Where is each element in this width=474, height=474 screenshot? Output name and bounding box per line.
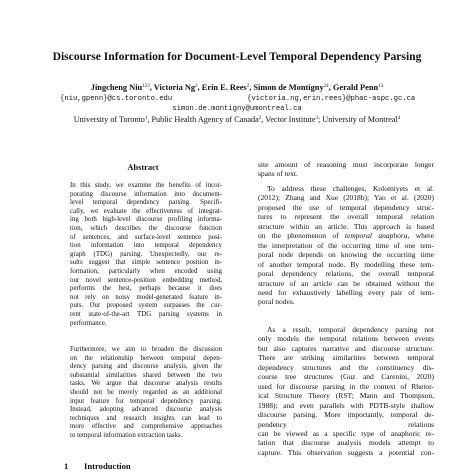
abstract-line: graph (TDG) parsing. Unexpectedly, our re- [70, 250, 222, 258]
abstract-line: techniques and research insights can lead to [70, 414, 222, 422]
body-line: There are striking similarities between temporal [258, 353, 434, 363]
author-affil-sup: 2 [246, 84, 250, 89]
abstract-line: formation, particularly when encoded using [70, 267, 222, 275]
body-line: proposed the use of temporal dependency struc- [258, 202, 434, 212]
affiliation-sup: 2 [258, 116, 262, 121]
abstract-line: level temporal dependency parsing. Specifi- [70, 199, 222, 207]
abstract-line: puts. Our proposed system surpasses the cur- [70, 302, 222, 310]
abstract-line: more effective and comprehensive approaches [70, 423, 222, 431]
body-line: of another temporal node. By modelling these tem- [258, 259, 434, 269]
abstract-line: tion information into temporal dependency [70, 242, 222, 250]
email-right[interactable]: {victoria.ng,erin.rees}@phac-aspc.gc.ca [247, 95, 416, 103]
affiliation: University of Toronto [73, 115, 145, 124]
affiliation: Vector Institute [265, 115, 316, 124]
affiliation-sup: 4 [397, 116, 401, 121]
italic-term: temporal anaphora [344, 231, 408, 241]
body-line: spans of text. [258, 169, 298, 179]
body-line: used for discourse parsing in the context of Rhetor- [258, 381, 434, 391]
body-line: but also captures narrative and discourse structure. [258, 343, 434, 353]
author-affil-sup: 24 [323, 84, 329, 89]
body-line: lation that discourse analysis models attempt to [258, 438, 434, 448]
body-line: can be viewed as a specific type of anaphoric re- [258, 428, 434, 438]
body-line-italic: on the phenomenon of temporal anaphora, where [258, 231, 435, 241]
abstract-paragraph-1 [70, 182, 222, 328]
author-name: Jingcheng Niu [90, 83, 143, 92]
author-name: Gerald Penn [332, 83, 379, 92]
body-line: course tree structures (Guz and Carenini, 2020) [258, 372, 434, 382]
body-line: need for exhaustively labelling every pair of tem- [258, 287, 434, 297]
abstract-line: In this study, we examine the benefits of incor- [70, 182, 222, 189]
body-line: poral nodes. [258, 297, 295, 307]
author-affil-sup: 13 [378, 84, 384, 89]
abstract-heading: Abstract [127, 163, 159, 172]
body-line: tures to represent the overall temporal relation [258, 212, 434, 222]
author-name: Erin E. Rees [201, 83, 247, 92]
right-paragraph-1 [258, 160, 434, 179]
body-line: capture. This observation suggests a potential con- [258, 447, 434, 457]
section-heading-introduction [64, 461, 131, 471]
right-paragraph-3 [258, 325, 434, 457]
author-affil-sup: 123 [142, 84, 150, 89]
affiliation: Public Health Agency of Canada [151, 115, 259, 124]
body-line: pendency relations [258, 419, 434, 429]
body-line: poral node depends on knowing the occurring time [258, 250, 434, 260]
abstract-line: input feature for temporal dependency parsing. [70, 397, 222, 405]
abstract-line: substantial similarities shared between the two [70, 371, 222, 379]
abstract-line: sults suggest that simple sentence position in- [70, 259, 222, 267]
affiliation: University of Montreal [322, 115, 398, 124]
body-line: ical Structure Theory (RST; Mann and Thompson, [258, 391, 434, 401]
section-title: Introduction [84, 461, 131, 471]
abstract-line: porating discourse information into document- [70, 190, 222, 198]
abstract-line: Furthermore, we aim to broaden the discussion [70, 346, 222, 353]
body-line: As a result, temporal dependency parsing not [267, 325, 434, 334]
body-line: site amount of reasoning must incorporate longer [258, 160, 434, 169]
body-line: structure within an article. This approach is based [258, 221, 434, 231]
body-line: discourse parsing. More importantly, temporal de- [258, 410, 434, 420]
abstract-line: to temporal information extraction tasks. [70, 431, 183, 439]
abstract-line: our novel sentence-position embedding method, [70, 276, 222, 284]
abstract-paragraph-2 [70, 346, 222, 441]
abstract-line: performance. [70, 319, 107, 327]
abstract-line: ing both high-level discourse profiling informa- [70, 216, 222, 224]
affiliation-sup: 1 [144, 116, 148, 121]
body-line: dependency structures and the constituency dis- [258, 362, 434, 372]
body-line: To address these challenges, Kolomiyets et al. [267, 184, 434, 193]
abstract-line: of sentences, and surface-level sentence posi- [70, 233, 222, 241]
abstract-line: not rely on noisy model-generated feature in- [70, 293, 222, 301]
paper-title: Discourse Information for Document-Level Temporal Dependency Parsing [52, 50, 422, 63]
abstract-line: tion, which describes the discourse function [70, 224, 222, 232]
abstract-line: rent state-of-the-art TDG parsing systems in [70, 310, 222, 318]
body-line: structure of an article can be obtained without the [258, 278, 434, 288]
email-center[interactable]: simon.de.montigny@umontreal.ca [172, 105, 302, 113]
abstract-line: Instead, adopting advanced discourse analysis [70, 406, 222, 414]
body-line: poral dependency relations, the overall temporal [258, 269, 434, 279]
author-name: Victoria Ng [153, 83, 196, 92]
abstract-line: performs the best, perhaps because it does [70, 285, 222, 293]
right-paragraph-2 [258, 184, 434, 307]
abstract-line: tasks. We argue that discourse analysis results [70, 380, 222, 388]
email-left[interactable]: {niu,gpenn}@cs.toronto.edu [60, 95, 173, 103]
body-line: only models the temporal relations between events [258, 334, 434, 344]
author-name: Simon de Montigny [253, 83, 324, 92]
body-line: the interpretation of the occurring time of one tem- [258, 240, 434, 250]
abstract-line: on the relationship between temporal depen- [70, 354, 222, 362]
body-line: 1988); and even parallels with PDTB-style shallow [258, 400, 434, 410]
affiliation-line: University of Toronto$^1$, Public Health Agency of Canada$^2$, Vector Institute$^3$; University of Montreal$^4$ [73, 115, 401, 124]
author-list: Jingcheng Niu$^{123}$, Victoria Ng$^2$, Erin E. Rees$^2$, Simon de Montigny$^{24}$, Gerald Penn$^{13}$ [90, 83, 384, 92]
abstract-line: dency parsing and discourse analysis, given the [70, 363, 222, 371]
author-affil-sup: 2 [195, 84, 198, 89]
abstract-line: cally, we evaluate the effectiveness of integrat- [70, 207, 222, 215]
section-number: 1 [64, 461, 69, 471]
body-line: (2012); Zhang and Xue (2018b); Yao et al. (2020) [258, 193, 434, 203]
affiliation-sup: 3 [315, 116, 318, 121]
abstract-line: should not be merely regarded as an additional [70, 388, 222, 396]
